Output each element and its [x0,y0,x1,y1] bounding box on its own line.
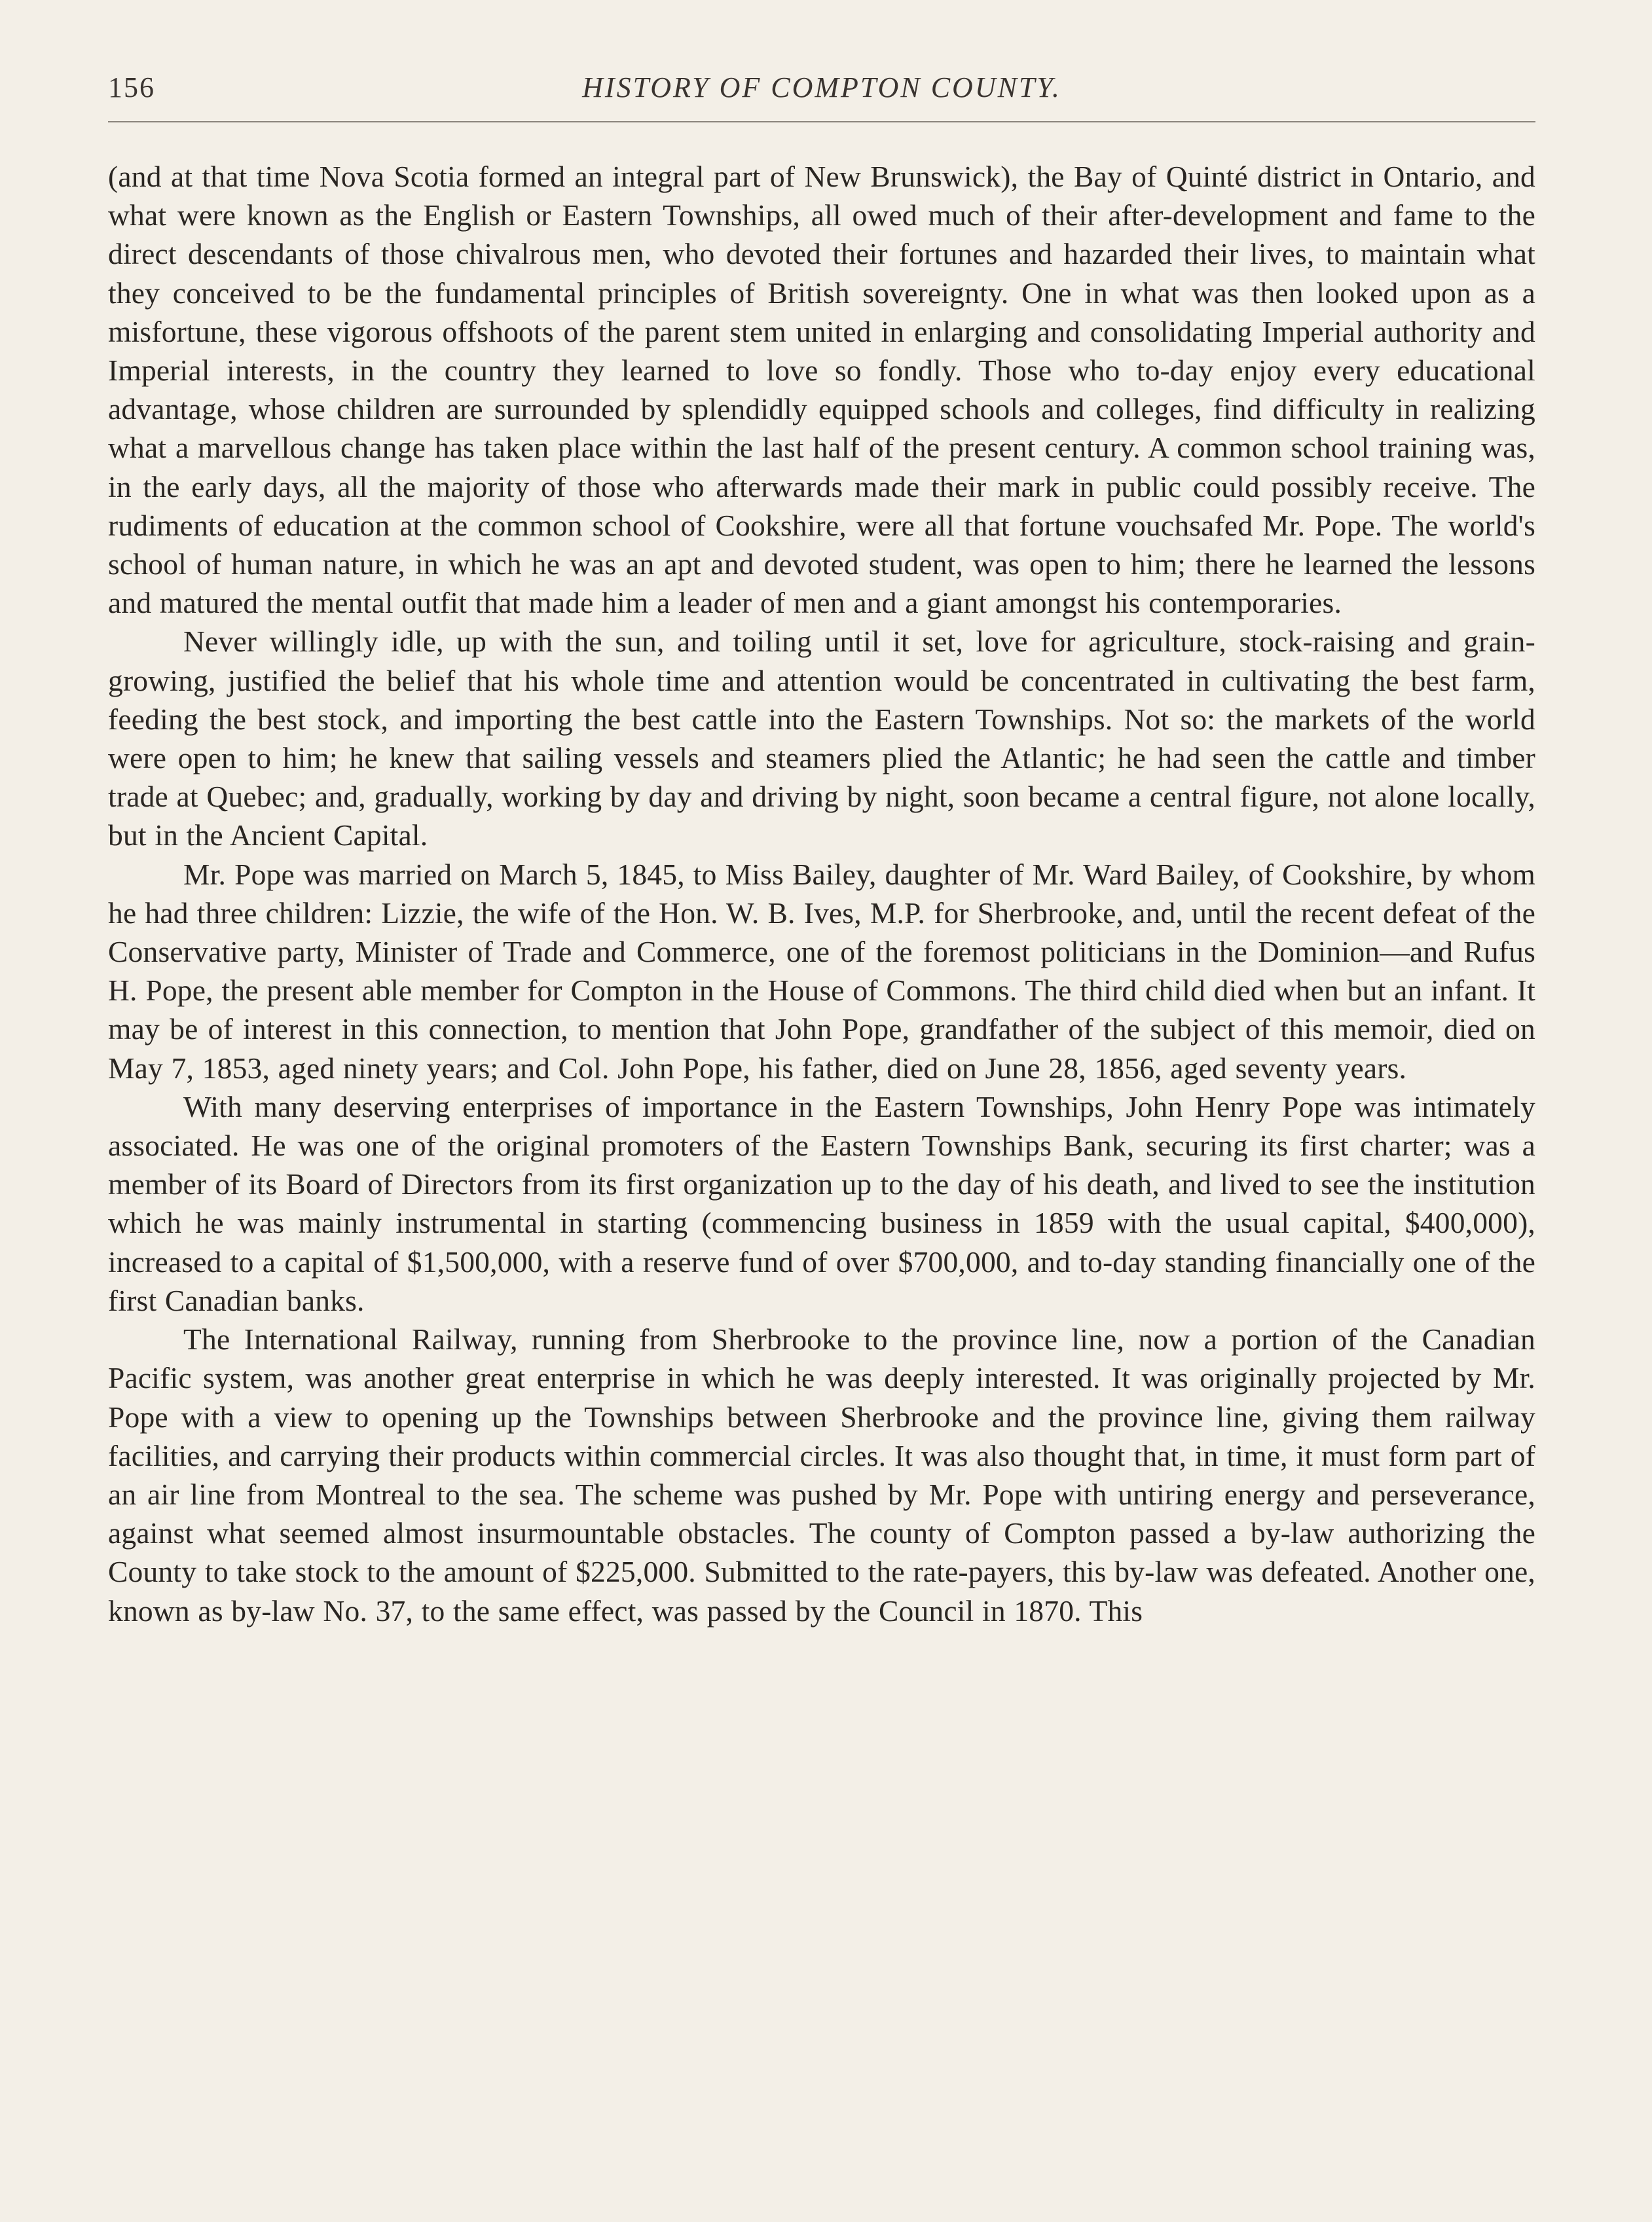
running-title: HISTORY OF COMPTON COUNTY. [582,71,1061,103]
paragraph: Mr. Pope was married on March 5, 1845, to Miss Bailey, daughter of Mr. Ward Bailey, of Cookshire, by whom he had three children: Lizzie, the wife of the Hon. W. B. Ives, M.P. for Sherbrooke, and, until the recent defeat of the Conservative party, Minister of Trade and Commerce, one of the foremost politicians in the Dominion—and Rufus H. Pope, the present able member for Compton in the House of Commons. The third child died when but an infant. It may be of interest in this connection, to mention that John Pope, grandfather of the subject of this memoir, died on May 7, 1853, aged ninety years; and Col. John Pope, his father, died on June 28, 1856, aged seventy years. [108,857,1535,1085]
text-body [108,157,1535,1630]
paragraph: With many deserving enterprises of importance in the Eastern Townships, John Henry Pope was intimately associated. He was one of the original promoters of the Eastern Townships Bank, securing its first charter; was a member of its Board of Directors from its first organization up to the day of his death, and lived to see the institution which he was mainly instrumental in starting (commencing business in 1859 with the usual capital, $400,000), increased to a capital of $1,500,000, with a reserve fund of over $700,000, and to-day standing financially one of the first Canadian banks. [108,1089,1535,1317]
paragraph: The International Railway, running from Sherbrooke to the province line, now a portion of the Canadian Pacific system, was another great enterprise in which he was deeply interested. It was originally projected by Mr. Pope with a view to opening up the Townships between Sherbrooke and the province line, giving them railway facilities, and carrying their products within commercial circles. It was also thought that, in time, it must form part of an air line from Montreal to the sea. The scheme was pushed by Mr. Pope with untiring energy and perseverance, against what seemed almost insurmountable obstacles. The county of Compton passed a by-law authorizing the County to take stock to the amount of $225,000. Submitted to the rate-payers, this by-law was defeated. Another one, known as by-law No. 37, to the same effect, was passed by the Council in 1870. This [108,1322,1535,1628]
page-header [108,71,1535,110]
paragraph-continued: (and at that time Nova Scotia formed an integral part of New Brunswick), the Bay of Quinté district in Ontario, and what were known as the English or Eastern Townships, all owed much of their after-development and fame to the direct descendants of those chivalrous men, who devoted their fortunes and hazarded their lives, to maintain what they conceived to be the fundamental principles of British sovereignty. One in what was then looked upon as a misfortune, these vigorous offshoots of the parent stem united in enlarging and consolidating Imperial authority and Imperial interests, in the country they learned to love so fondly. Those who to-day enjoy every educational advantage, whose children are surrounded by splendidly equipped schools and colleges, find difficulty in realizing what a marvellous change has taken place within the last half of the present century. A common school training was, in the early days, all the majority of those who afterwards made their mark in public could possibly receive. The rudiments of education at the common school of Cookshire, were all that fortune vouchsafed Mr. Pope. The world's school of human nature, in which he was an apt and devoted student, was open to him; there he learned the lessons and matured the mental outfit that made him a leader of men and a giant amongst his contemporaries. [108,160,1535,620]
paragraph: Never willingly idle, up with the sun, and toiling until it set, love for agriculture, stock-raising and grain-growing, justified the belief that his whole time and attention would be concentrated in cultivating the best farm, feeding the best stock, and importing the best cattle into the Eastern Townships. Not so: the markets of the world were open to him; he knew that sailing vessels and steamers plied the Atlantic; he had seen the cattle and timber trade at Quebec; and, gradually, working by day and driving by night, soon became a central figure, not alone locally, but in the Ancient Capital. [108,625,1535,852]
header-rule [108,121,1535,122]
page-number: 156 [108,71,155,103]
